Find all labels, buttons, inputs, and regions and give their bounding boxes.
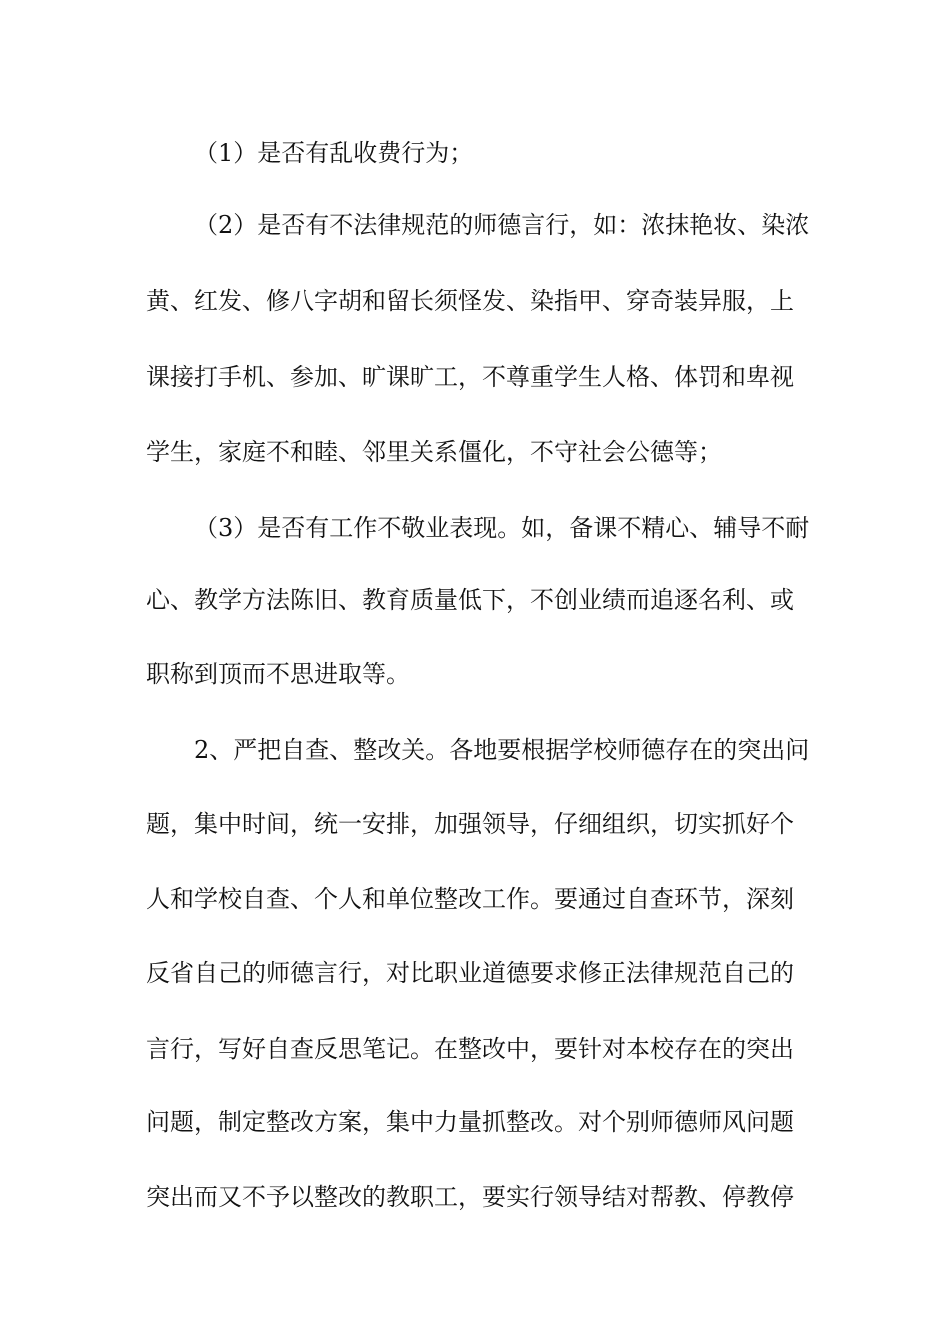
paragraph-line-13: 言行，写好自查反思笔记。在整改中，要针对本校存在的突出 xyxy=(146,1035,794,1063)
paragraph-line-7: 心、教学方法陈旧、教育质量低下，不创业绩而追逐名利、或 xyxy=(146,586,794,614)
paragraph-line-2: （2）是否有不法律规范的师德言行，如：浓抹艳妆、染浓 xyxy=(194,211,810,239)
paragraph-line-9: 2、严把自查、整改关。各地要根据学校师德存在的突出问 xyxy=(194,736,810,764)
paragraph-line-10: 题，集中时间，统一安排，加强领导，仔细组织，切实抓好个 xyxy=(146,810,794,838)
paragraph-line-12: 反省自己的师德言行，对比职业道德要求修正法律规范自己的 xyxy=(146,959,794,987)
paragraph-line-15: 突出而又不予以整改的教职工，要实行领导结对帮教、停教停 xyxy=(146,1183,794,1211)
paragraph-line-1: （1）是否有乱收费行为； xyxy=(194,139,474,167)
paragraph-line-3: 黄、红发、修八字胡和留长须怪发、染指甲、穿奇装异服，上 xyxy=(146,287,794,315)
paragraph-line-11: 人和学校自查、个人和单位整改工作。要通过自查环节，深刻 xyxy=(146,885,794,913)
paragraph-line-6: （3）是否有工作不敬业表现。如，备课不精心、辅导不耐 xyxy=(194,514,810,542)
paragraph-line-8: 职称到顶而不思进取等。 xyxy=(146,660,410,688)
paragraph-line-14: 问题，制定整改方案，集中力量抓整改。对个别师德师风问题 xyxy=(146,1108,794,1136)
paragraph-line-5: 学生，家庭不和睦、邻里关系僵化，不守社会公德等； xyxy=(146,438,722,466)
paragraph-line-4: 课接打手机、参加、旷课旷工，不尊重学生人格、体罚和卑视 xyxy=(146,363,794,391)
